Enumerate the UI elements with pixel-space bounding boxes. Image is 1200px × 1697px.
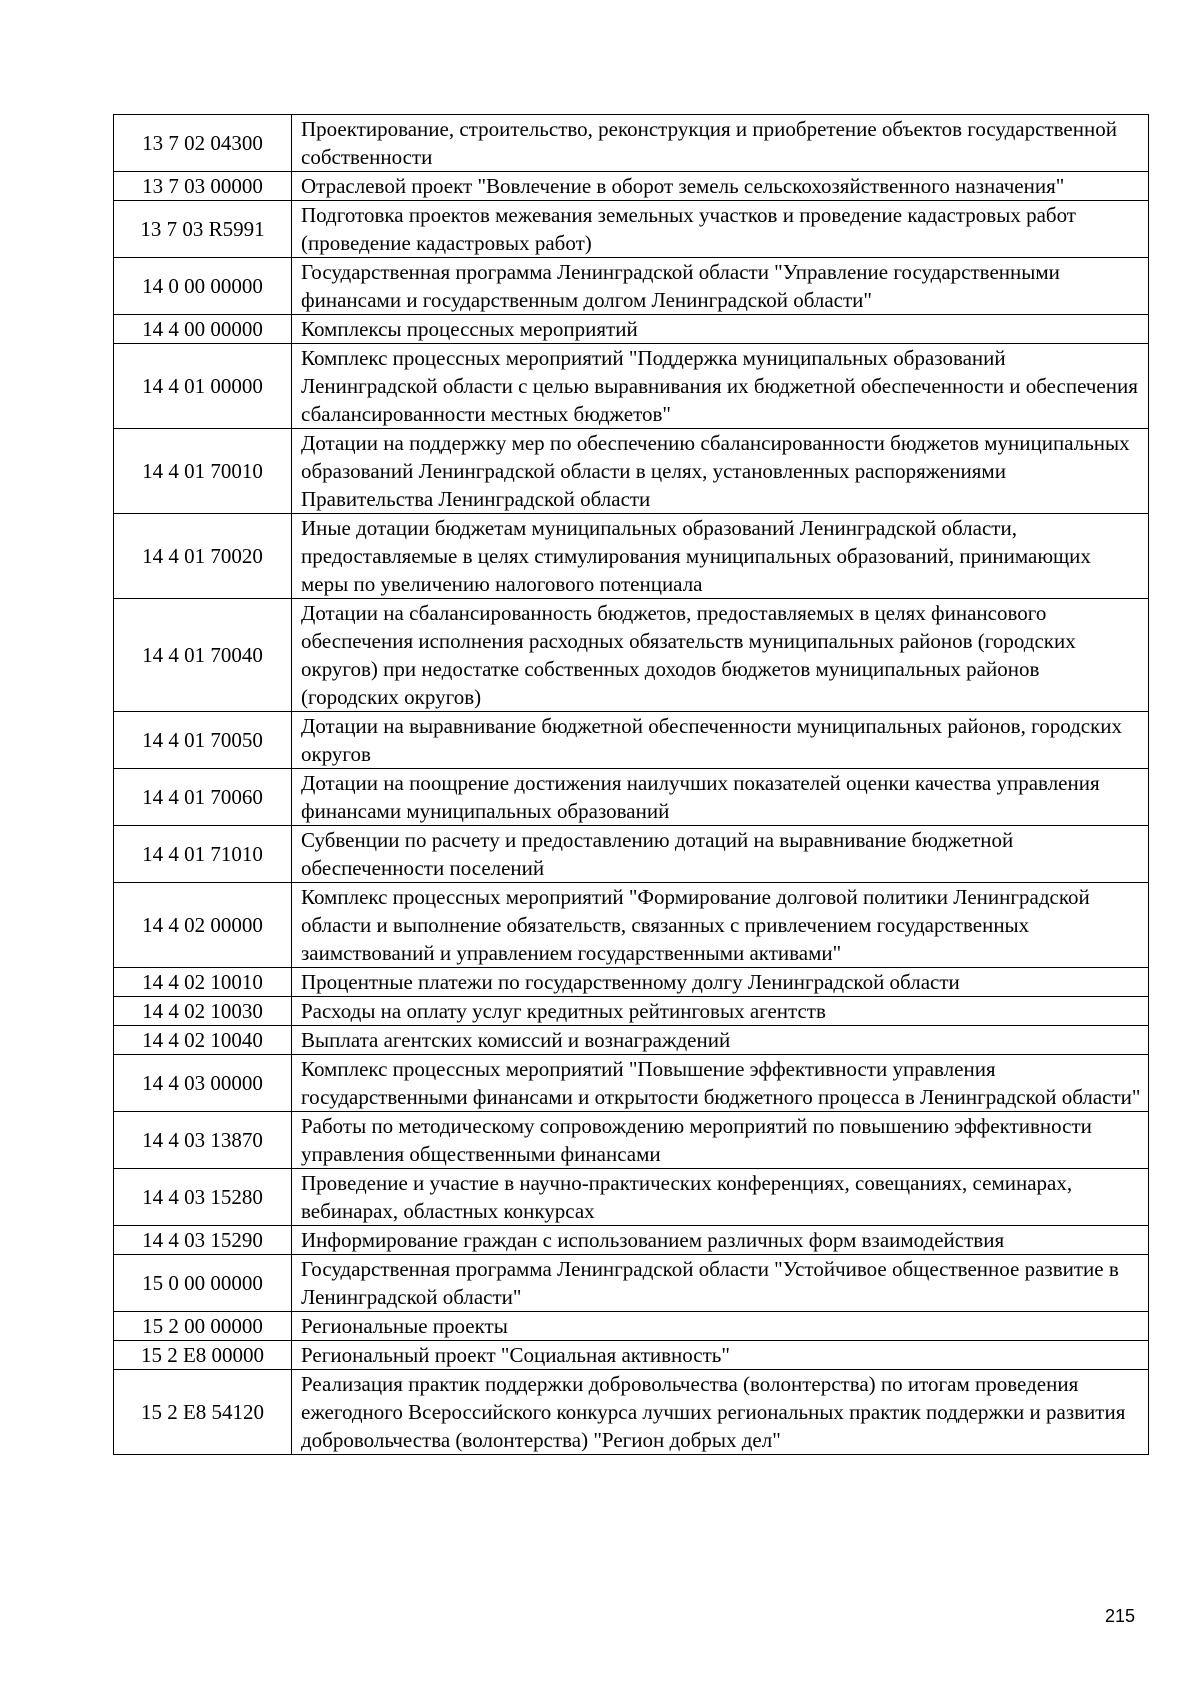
row-name: Подготовка проектов межевания земельных участков и проведение кадастровых работ (проведение кадастровых работ)	[292, 201, 1149, 258]
row-code: 13 7 03 00000	[114, 172, 292, 201]
table-row	[114, 172, 1149, 201]
row-code: 14 4 03 15280	[114, 1169, 292, 1226]
row-name: Региональные проекты	[292, 1312, 1149, 1341]
table-row	[114, 1026, 1149, 1055]
row-code: 15 0 00 00000	[114, 1255, 292, 1312]
table-row	[114, 1341, 1149, 1370]
row-name: Комплексы процессных мероприятий	[292, 315, 1149, 344]
row-code: 14 4 01 70020	[114, 514, 292, 599]
row-name: Комплекс процессных мероприятий "Формирование долговой политики Ленинградской области и выполнение обязательств, связанных с привлечением государственных заимствований и управлением государственными активами"	[292, 883, 1149, 968]
row-code: 14 4 01 70060	[114, 769, 292, 826]
row-code: 14 4 01 71010	[114, 826, 292, 883]
row-code: 13 7 03 R5991	[114, 201, 292, 258]
table-row	[114, 514, 1149, 599]
table-row	[114, 968, 1149, 997]
row-code: 14 4 02 00000	[114, 883, 292, 968]
row-code: 14 4 01 00000	[114, 344, 292, 429]
table-row	[114, 1055, 1149, 1112]
table-row	[114, 1312, 1149, 1341]
table-row	[114, 429, 1149, 514]
row-name: Отраслевой проект "Вовлечение в оборот земель сельскохозяйственного назначения"	[292, 172, 1149, 201]
table-row	[114, 1112, 1149, 1169]
table-row	[114, 201, 1149, 258]
row-code: 15 2 E8 00000	[114, 1341, 292, 1370]
row-code: 14 4 01 70010	[114, 429, 292, 514]
table-row	[114, 1169, 1149, 1226]
table-row	[114, 712, 1149, 769]
row-name: Дотации на поощрение достижения наилучших показателей оценки качества управления финансами муниципальных образований	[292, 769, 1149, 826]
row-name: Проектирование, строительство, реконструкция и приобретение объектов государственной собственности	[292, 115, 1149, 172]
row-code: 13 7 02 04300	[114, 115, 292, 172]
row-code: 14 4 01 70050	[114, 712, 292, 769]
row-code: 14 4 03 00000	[114, 1055, 292, 1112]
row-name: Процентные платежи по государственному долгу Ленинградской области	[292, 968, 1149, 997]
row-name: Региональный проект "Социальная активность"	[292, 1341, 1149, 1370]
table-row	[114, 1370, 1149, 1455]
row-name: Выплата агентских комиссий и вознаграждений	[292, 1026, 1149, 1055]
budget-code-table	[113, 114, 1149, 1455]
row-name: Государственная программа Ленинградской области "Управление государственными финансами и государственным долгом Ленинградской области"	[292, 258, 1149, 315]
row-code: 15 2 E8 54120	[114, 1370, 292, 1455]
row-code: 15 2 00 00000	[114, 1312, 292, 1341]
row-name: Дотации на поддержку мер по обеспечению сбалансированности бюджетов муниципальных образований Ленинградской области в целях, установленных распоряжениями Правительства Ленинградской области	[292, 429, 1149, 514]
row-name: Иные дотации бюджетам муниципальных образований Ленинградской области, предоставляемые в целях стимулирования муниципальных образований, принимающих меры по увеличению налогового потенциала	[292, 514, 1149, 599]
row-code: 14 4 03 13870	[114, 1112, 292, 1169]
table-row	[114, 883, 1149, 968]
table-row	[114, 769, 1149, 826]
row-code: 14 4 03 15290	[114, 1226, 292, 1255]
row-code: 14 4 02 10030	[114, 997, 292, 1026]
table-row	[114, 599, 1149, 712]
row-code: 14 0 00 00000	[114, 258, 292, 315]
row-code: 14 4 02 10010	[114, 968, 292, 997]
row-code: 14 4 01 70040	[114, 599, 292, 712]
row-name: Проведение и участие в научно-практических конференциях, совещаниях, семинарах, вебинарах, областных конкурсах	[292, 1169, 1149, 1226]
row-name: Субвенции по расчету и предоставлению дотаций на выравнивание бюджетной обеспеченности поселений	[292, 826, 1149, 883]
row-name: Дотации на выравнивание бюджетной обеспеченности муниципальных районов, городских округов	[292, 712, 1149, 769]
row-name: Работы по методическому сопровождению мероприятий по повышению эффективности управления общественными финансами	[292, 1112, 1149, 1169]
table-row	[114, 997, 1149, 1026]
row-name: Государственная программа Ленинградской области "Устойчивое общественное развитие в Ленинградской области"	[292, 1255, 1149, 1312]
page-number: 215	[1105, 1606, 1136, 1626]
row-code: 14 4 02 10040	[114, 1026, 292, 1055]
table-row	[114, 258, 1149, 315]
row-name: Дотации на сбалансированность бюджетов, предоставляемых в целях финансового обеспечения исполнения расходных обязательств муниципальных районов (городских округов) при недостатке собственных доходов бюджетов муниципальных районов (городских округов)	[292, 599, 1149, 712]
table-row	[114, 826, 1149, 883]
row-name: Комплекс процессных мероприятий "Повышение эффективности управления государственными финансами и открытости бюджетного процесса в Ленинградской области"	[292, 1055, 1149, 1112]
table-row	[114, 115, 1149, 172]
row-name: Реализация практик поддержки добровольчества (волонтерства) по итогам проведения ежегодного Всероссийского конкурса лучших региональных практик поддержки и развития добровольчества (волонтерства) "Регион добрых дел"	[292, 1370, 1149, 1455]
row-name: Информирование граждан с использованием различных форм взаимодействия	[292, 1226, 1149, 1255]
table-row	[114, 1255, 1149, 1312]
row-name: Комплекс процессных мероприятий "Поддержка муниципальных образований Ленинградской области с целью выравнивания их бюджетной обеспеченности и обеспечения сбалансированности местных бюджетов"	[292, 344, 1149, 429]
table-row	[114, 315, 1149, 344]
row-code: 14 4 00 00000	[114, 315, 292, 344]
table-row	[114, 1226, 1149, 1255]
row-name: Расходы на оплату услуг кредитных рейтинговых агентств	[292, 997, 1149, 1026]
table-row	[114, 344, 1149, 429]
